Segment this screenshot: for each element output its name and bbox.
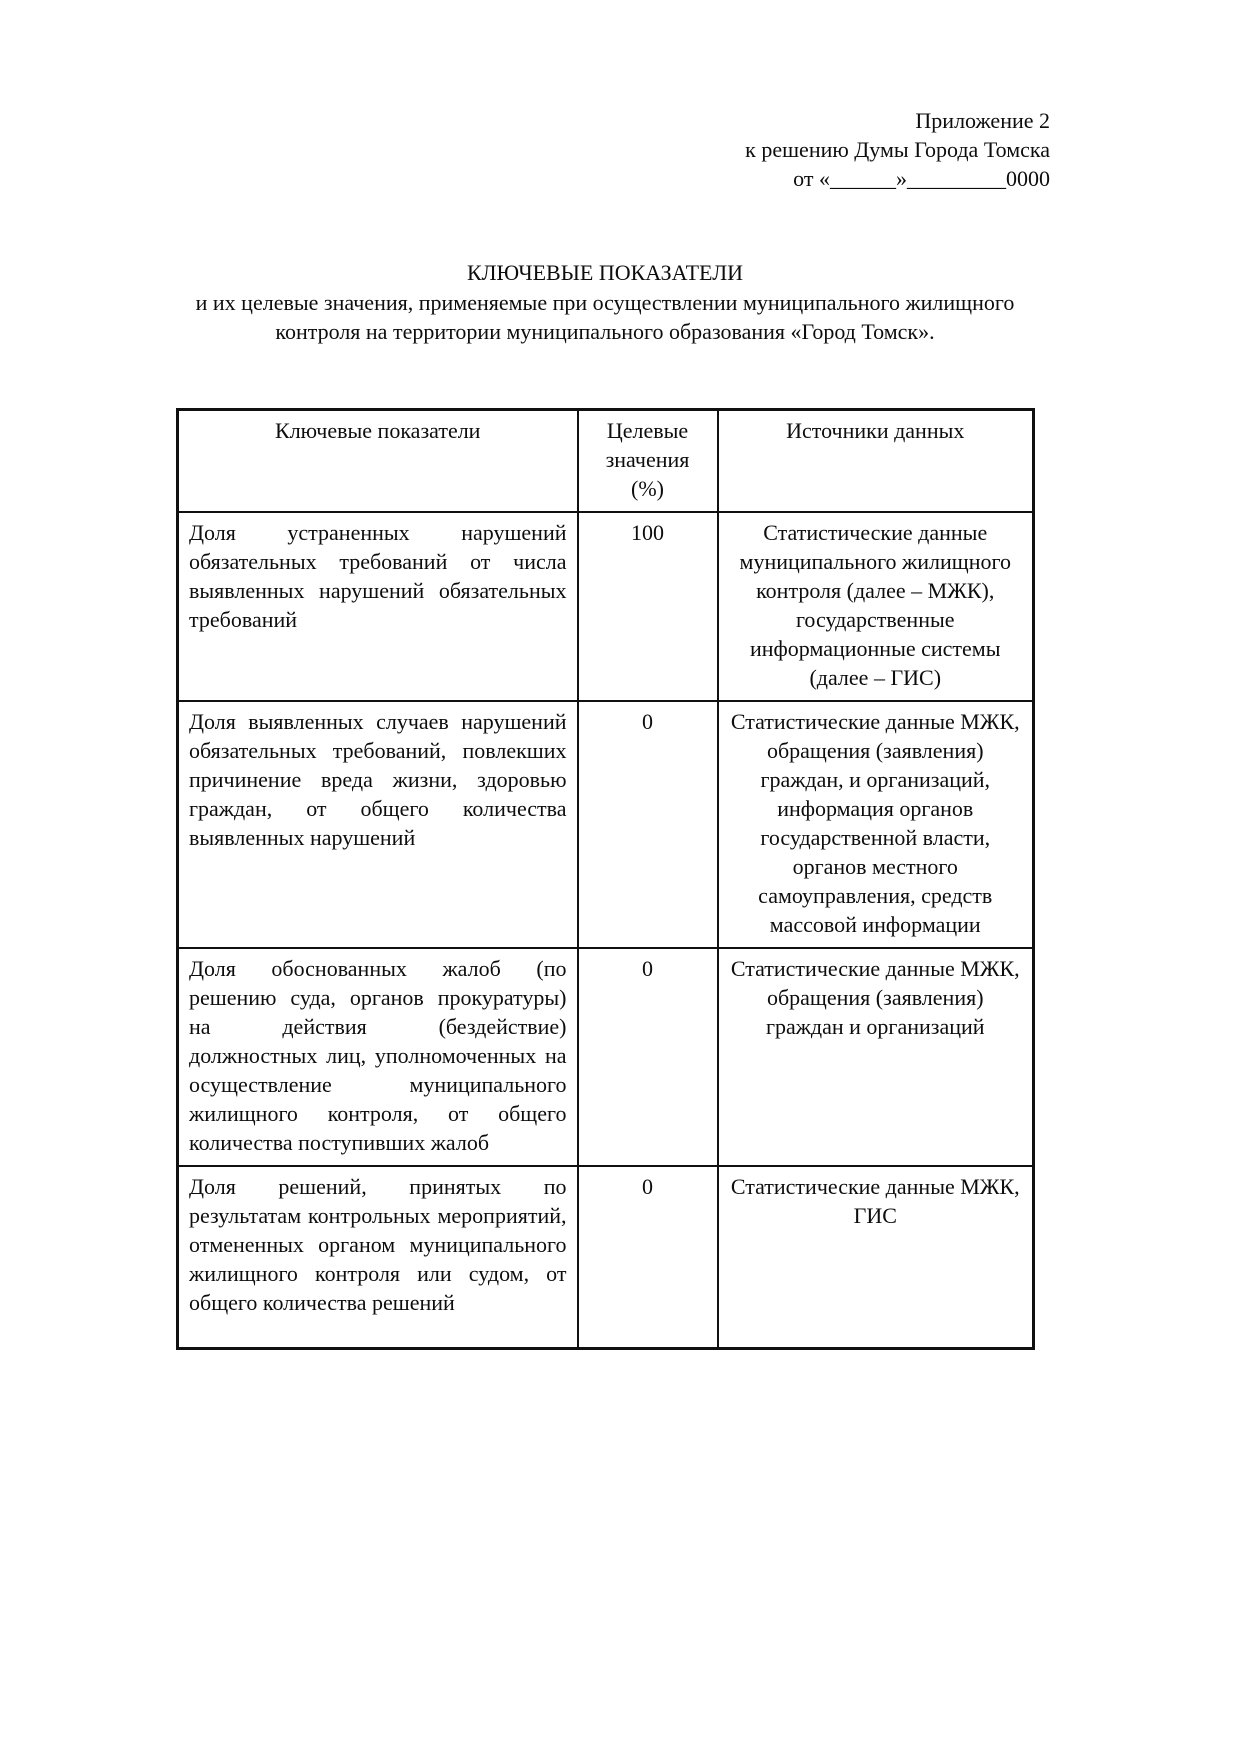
source-cell: Статистические данные МЖК, обращения (заявления) граждан и организаций — [718, 948, 1034, 1166]
title-block — [175, 258, 1035, 346]
source-cell: Статистические данные муниципального жилищного контроля (далее – МЖК), государственные информационные системы (далее – ГИС) — [718, 512, 1034, 701]
indicators-table — [176, 408, 1035, 1350]
table-row — [178, 948, 1034, 1166]
page-title: КЛЮЧЕВЫЕ ПОКАЗАТЕЛИ — [466, 260, 744, 285]
decision-reference: к решению Думы Города Томска — [745, 137, 1050, 162]
table-header-row — [178, 410, 1034, 513]
target-value-cell: 100 — [578, 512, 718, 701]
page-subtitle: и их целевые значения, применяемые при осуществлении муниципального жилищного контроля на территории муниципального образования «Город Томск». — [195, 290, 1015, 344]
indicator-cell: Доля решений, принятых по результатам контрольных мероприятий, отмененных органом муниципального жилищного контроля или судом, от общего количества решений — [178, 1166, 578, 1348]
column-header-target: Целевые значения (%) — [578, 410, 718, 513]
appendix-reference — [745, 106, 1050, 193]
source-cell: Статистические данные МЖК, обращения (заявления) граждан, и организаций, информация органов государственной власти, органов местного самоуправления, средств массовой информации — [718, 701, 1034, 948]
date-blank-line: от «______»_________0000 — [793, 166, 1050, 191]
appendix-number: Приложение 2 — [915, 108, 1050, 133]
table-row — [178, 512, 1034, 701]
target-value-cell: 0 — [578, 701, 718, 948]
target-value-cell: 0 — [578, 948, 718, 1166]
indicator-cell: Доля устраненных нарушений обязательных требований от числа выявленных нарушений обязательных требований — [178, 512, 578, 701]
indicator-cell: Доля обоснованных жалоб (по решению суда, органов прокуратуры) на действия (бездействие) должностных лиц, уполномоченных на осуществление муниципального жилищного контроля, от общего количества поступивших жалоб — [178, 948, 578, 1166]
target-value-cell: 0 — [578, 1166, 718, 1348]
indicator-cell: Доля выявленных случаев нарушений обязательных требований, повлекших причинение вреда жизни, здоровью граждан, от общего количества выявленных нарушений — [178, 701, 578, 948]
table-row — [178, 1166, 1034, 1348]
source-cell: Статистические данные МЖК, ГИС — [718, 1166, 1034, 1348]
column-header-indicator: Ключевые показатели — [178, 410, 578, 513]
table-row — [178, 701, 1034, 948]
column-header-source: Источники данных — [718, 410, 1034, 513]
